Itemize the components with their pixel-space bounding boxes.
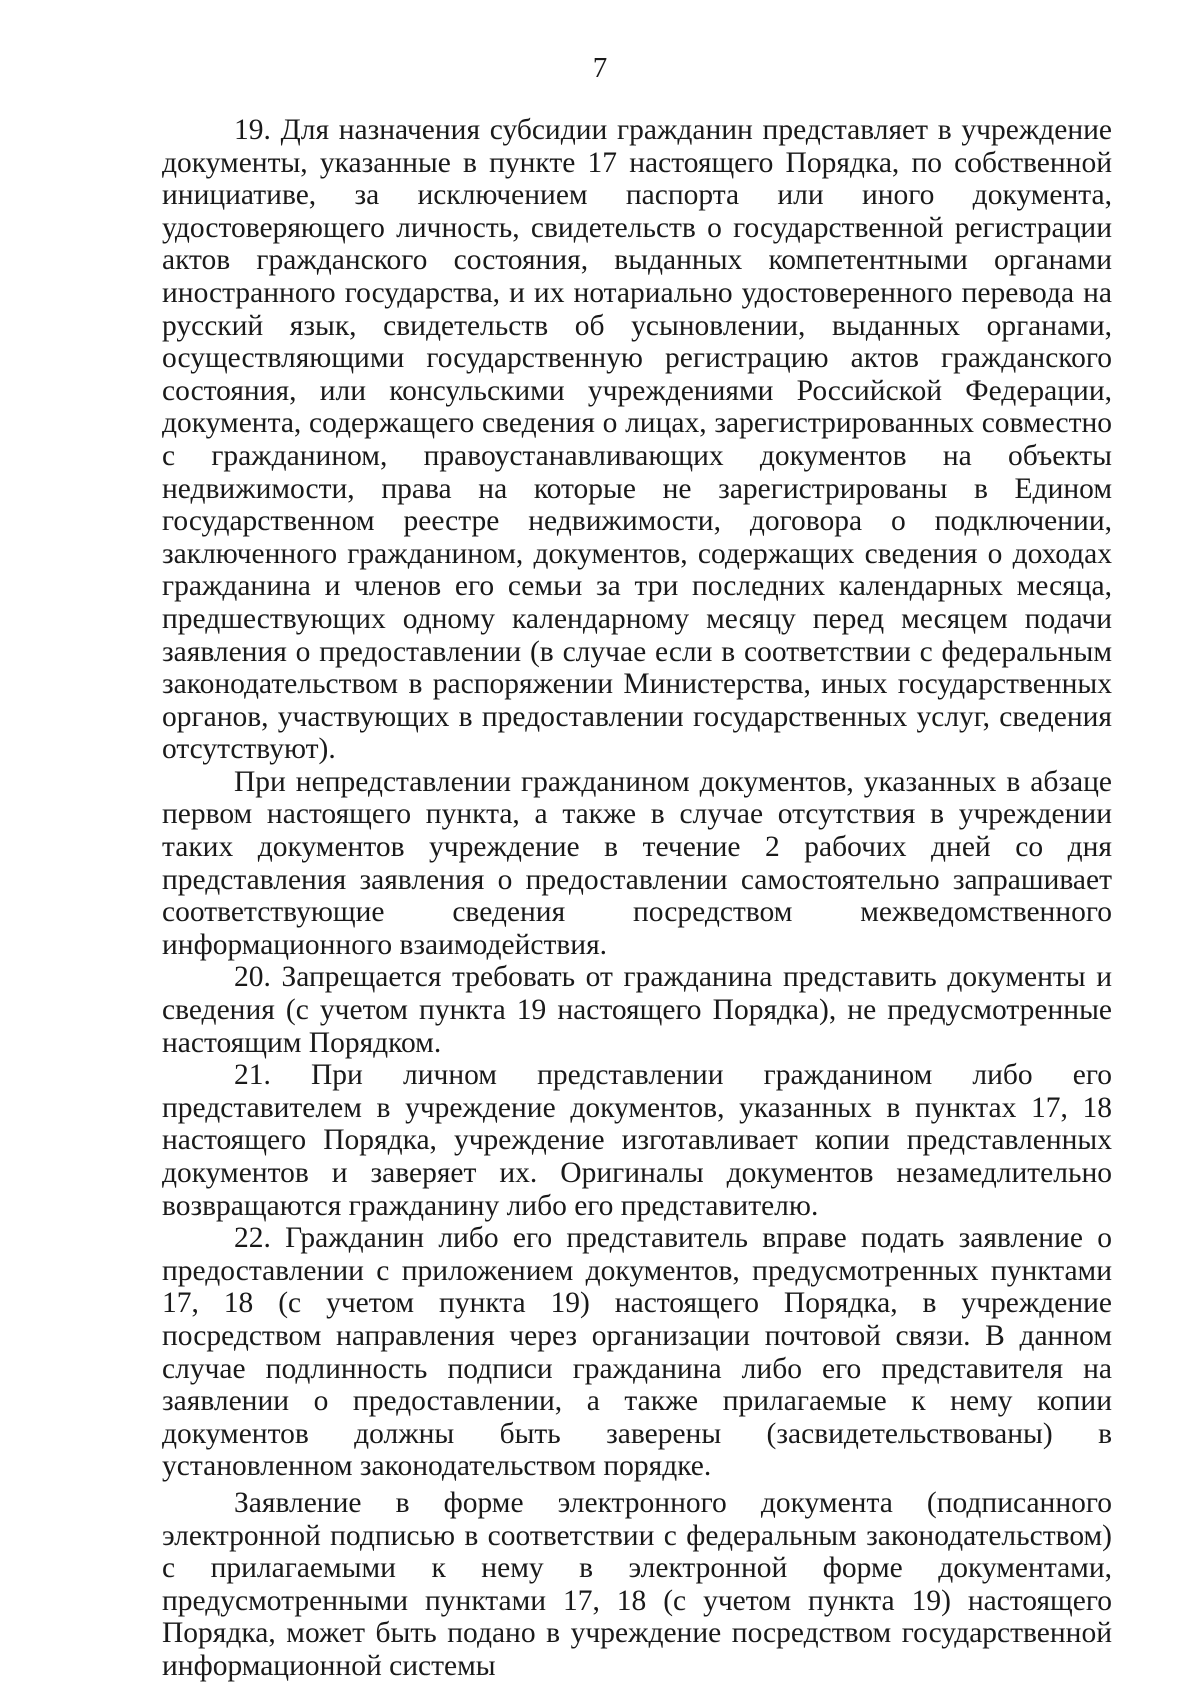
paragraph-21: 21. При личном представлении гражданином либо его представителем в учреждение документов, указанных в пунктах 17, 18 настоящего Порядка, учреждение изготавливает копии представленных документов и заверяет их. Оригиналы документов незамедлительно возвращаются гражданину либо его представителю. [162,1059,1112,1222]
paragraph-20: 20. Запрещается требовать от гражданина представить документы и сведения (с учетом пункта 19 настоящего Порядка), не предусмотренные настоящим Порядком. [162,961,1112,1059]
paragraph-19-nonsubmission: При непредставлении гражданином документов, указанных в абзаце первом настоящего пункта, а также в случае отсутствия в учреждении таких документов учреждение в течение 2 рабочих дней со дня представления заявления о предоставлении самостоятельно запрашивает соответствующие сведения посредством межведомственного информационного взаимодействия. [162,765,1112,961]
paragraph-19: 19. Для назначения субсидии гражданин представляет в учреждение документы, указанные в пункте 17 настоящего Порядка, по собственной инициативе, за исключением паспорта или иного документа, удостоверяющего личность, свидетельств о государственной регистрации актов гражданского состояния, выданных компетентными органами иностранного государства, и их нотариально удостоверенного перевода на русский язык, свидетельств об усыновлении, выданных органами, осуществляющими государственную регистрацию актов гражданского состояния, или консульскими учреждениями Российской Федерации, документа, содержащего сведения о лицах, зарегистрированных совместно с гражданином, правоустанавливающих документов на объекты недвижимости, права на которые не зарегистрированы в Едином государственном реестре недвижимости, договора о подключении, заключенного гражданином, документов, содержащих сведения о доходах гражданина и членов его семьи за три последних календарных месяца, предшествующих одному календарному месяцу перед месяцем подачи заявления о предоставлении (в случае если в соответствии с федеральным законодательством в распоряжении Министерства, иных государственных органов, участвующих в предоставлении государственных услуг, сведения отсутствуют). [162,114,1112,766]
paragraph-22: 22. Гражданин либо его представитель вправе подать заявление о предоставлении с приложением документов, предусмотренных пунктами 17, 18 (с учетом пункта 19) настоящего Порядка, в учреждение посредством направления через организации почтовой связи. В данном случае подлинность подписи гражданина либо его представителя на заявлении о предоставлении, а также прилагаемые к нему копии документов должны быть заверены (засвидетельствованы) в установленном законодательством порядке. [162,1222,1112,1483]
page-number: 7 [592,52,608,84]
document-body [162,114,1112,1683]
paragraph-22-electronic: Заявление в форме электронного документа (подписанного электронной подписью в соответствии с федеральным законодательством) с прилагаемыми к нему в электронной форме документами, предусмотренными пунктами 17, 18 (с учетом пункта 19) настоящего Порядка, может быть подано в учреждение посредством государственной информационной системы [162,1486,1112,1682]
